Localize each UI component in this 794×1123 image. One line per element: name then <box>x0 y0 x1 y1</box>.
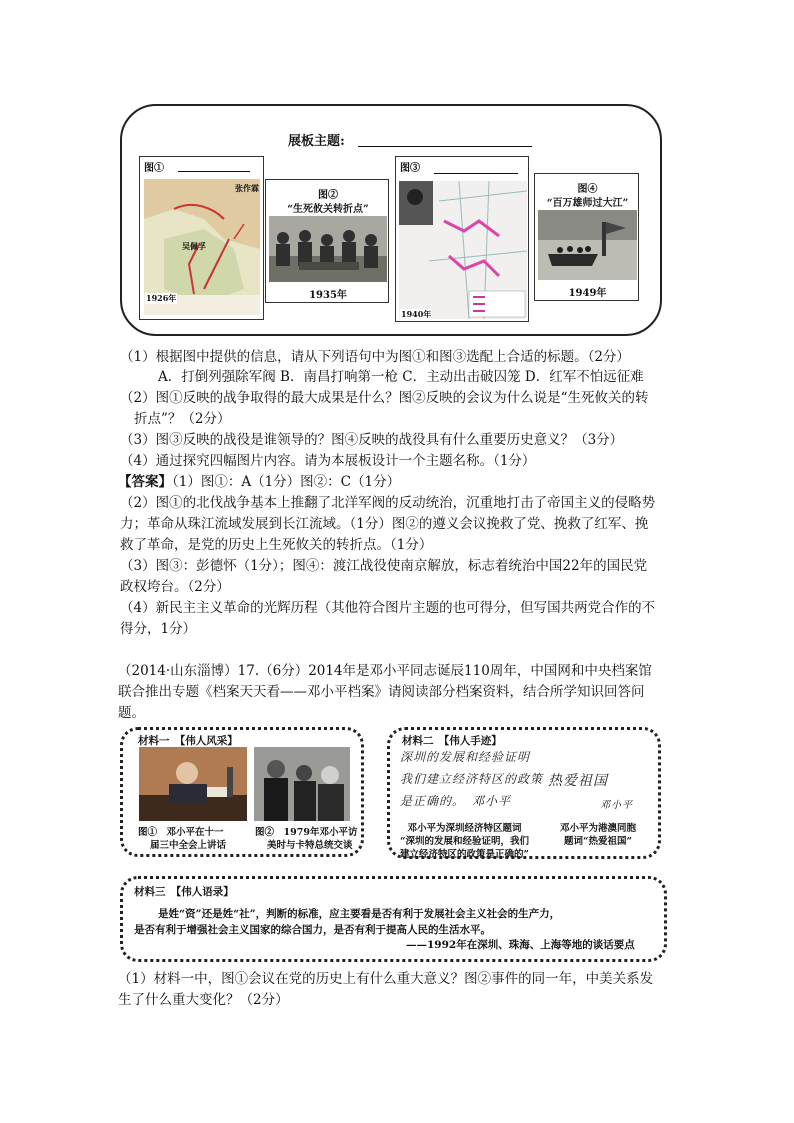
material3-quote-2: 是否有利于增强社会主义国家的综合国力，是否有利于提高人民的生活水平。 <box>134 924 491 936</box>
material1-photo2 <box>254 747 350 821</box>
fig1-blank <box>178 171 250 172</box>
q17-1-line-1: （1）材料一中，图①会议在党的历史上有什么重大意义？图②事件的同一年，中美关系发 <box>118 971 654 987</box>
material1-caption1 <box>138 826 226 852</box>
fig1-map-text-zhang: 张作霖 <box>235 183 259 193</box>
material1-caption1-line1: 图① 邓小平在十一 <box>138 827 224 838</box>
fig2-caption: “生死攸关转折点” <box>287 204 369 215</box>
material2-handwriting-5: 邓小平 <box>600 800 633 811</box>
q1-line-5: （4）通过探究四幅图片内容。请为本展板设计一个主题名称。（1分） <box>120 453 536 469</box>
answer-line-8: 得分，1分） <box>120 621 197 637</box>
fig4-label: 图④ <box>577 184 598 195</box>
answer-line-7: （4）新民主主义革命的光辉历程（其他符合图片主题的也可得分，但写国共两党合作的不 <box>120 600 656 616</box>
fig4-river-image <box>538 210 637 280</box>
fig3-label: 图③ <box>400 163 420 174</box>
q1-line-2: （2）图①反映的战争取得的最大成果是什么？图②反映的会议为什么说是“生死攸关的转 <box>120 390 649 406</box>
material2-handwriting-3: 是正确的。 邓小平 <box>400 794 512 808</box>
answer-text-1: （1）图①：A（1分）图②：C（1分） <box>172 474 401 490</box>
fig3-panel <box>395 156 529 322</box>
material2-handwriting-2: 我们建立经济特区的政策 <box>400 772 544 786</box>
material2-handwriting-4: 热爱祖国 <box>548 773 608 789</box>
q17-line-2: 联合推出专题《档案天天看——邓小平档案》请阅读部分档案资料，结合所学知识回答问 <box>118 684 645 700</box>
fig1-label: 图① <box>144 163 164 174</box>
answer-line-5: （3）图③：彭德怀（1分）；图④：渡江战役使南京解放，标志着统治中国22年的国民党 <box>120 558 648 574</box>
q1-line-3: 折点”？（2分） <box>134 411 231 427</box>
material2-caption1-line3: 建立经济特区的政策是正确的” <box>400 849 529 860</box>
material2-caption2 <box>560 822 636 848</box>
fig2-label: 图② <box>318 190 338 201</box>
q1-options: A．打倒列强除军阀 B．南昌打响第一枪 C．主动出击破囚笼 D．红军不怕远征难 <box>158 369 644 385</box>
fig4-year: 1949年 <box>568 288 607 299</box>
material2-label: 材料二 【伟人手迹】 <box>402 735 502 747</box>
board-title-label: 展板主题: <box>288 134 345 149</box>
fig2-year: 1935年 <box>309 290 347 301</box>
material1-caption2 <box>255 826 357 852</box>
q1-line-1: （1）根据图中提供的信息，请从下列语句中为图①和图③选配上合适的标题。（2分） <box>120 349 630 365</box>
fig3-year: 1940年 <box>401 309 432 319</box>
material1-caption2-line1: 图② 1979年邓小平访 <box>255 827 358 838</box>
material1-label: 材料一 【伟人风采】 <box>138 735 238 747</box>
q17-line-1: （2014·山东淄博）17.（6分）2014年是邓小平同志诞辰110周年，中国网和中央档案馆 <box>118 663 652 679</box>
material2-caption2-line1: 邓小平为港澳同胞 <box>560 823 637 834</box>
material1-caption2-line2: 美时与卡特总统交谈 <box>267 840 353 851</box>
answer-line-1 <box>118 472 400 492</box>
q17-1-line-2: 生了什么重大变化？（2分） <box>118 992 289 1008</box>
material2-caption1-line2: “深圳的发展和经验证明，我们 <box>400 836 529 847</box>
material1-photo1 <box>139 747 247 821</box>
q17-line-3: 题。 <box>118 705 145 721</box>
answer-tag: 【答案】 <box>118 474 172 490</box>
fig2-panel <box>265 179 389 303</box>
material2-handwriting-1: 深圳的发展和经验证明 <box>400 750 531 764</box>
material3-source: ——1992年在深圳、珠海、上海等地的谈话要点 <box>406 939 635 951</box>
fig1-map-text-wu: 吴佩孚 <box>182 241 206 251</box>
material1-caption1-line2: 届三中全会上讲话 <box>150 840 227 851</box>
q1-line-4: （3）图③反映的战役是谁领导的？图④反映的战役具有什么重要历史意义？（3分） <box>120 432 624 448</box>
material2-caption2-line2: 题词“热爱祖国” <box>564 836 632 847</box>
board-title-blank <box>358 146 532 147</box>
fig2-meeting-image <box>269 216 387 282</box>
material2-caption1-line1: 邓小平为深圳经济特区题词 <box>407 823 522 834</box>
answer-line-4: 救了革命，是党的历史上生死攸关的转折点。（1分） <box>120 537 433 553</box>
fig3-blank <box>434 173 518 174</box>
fig1-panel <box>139 156 264 320</box>
fig4-caption: “百万雄师过大江” <box>546 198 629 209</box>
fig1-year: 1926年 <box>146 293 177 303</box>
material3-label: 材料三 【伟人语录】 <box>134 886 234 898</box>
answer-line-2: （2）图①的北伐战争基本上推翻了北洋军阀的反动统治，沉重地打击了帝国主义的侵略势 <box>120 495 656 511</box>
material2-caption1 <box>400 822 529 861</box>
answer-line-6: 政权垮台。（2分） <box>120 579 230 595</box>
answer-line-3: 力；革命从珠江流域发展到长江流域。（1分）图②的遵义会议挽救了党、挽救了红军、挽 <box>120 516 649 532</box>
fig4-panel <box>534 173 639 301</box>
fig3-map-image <box>399 181 527 319</box>
material3-quote-1: 是姓“资”还是姓“社”，判断的标准，应主要看是否有利于发展社会主义社会的生产力， <box>158 908 561 920</box>
